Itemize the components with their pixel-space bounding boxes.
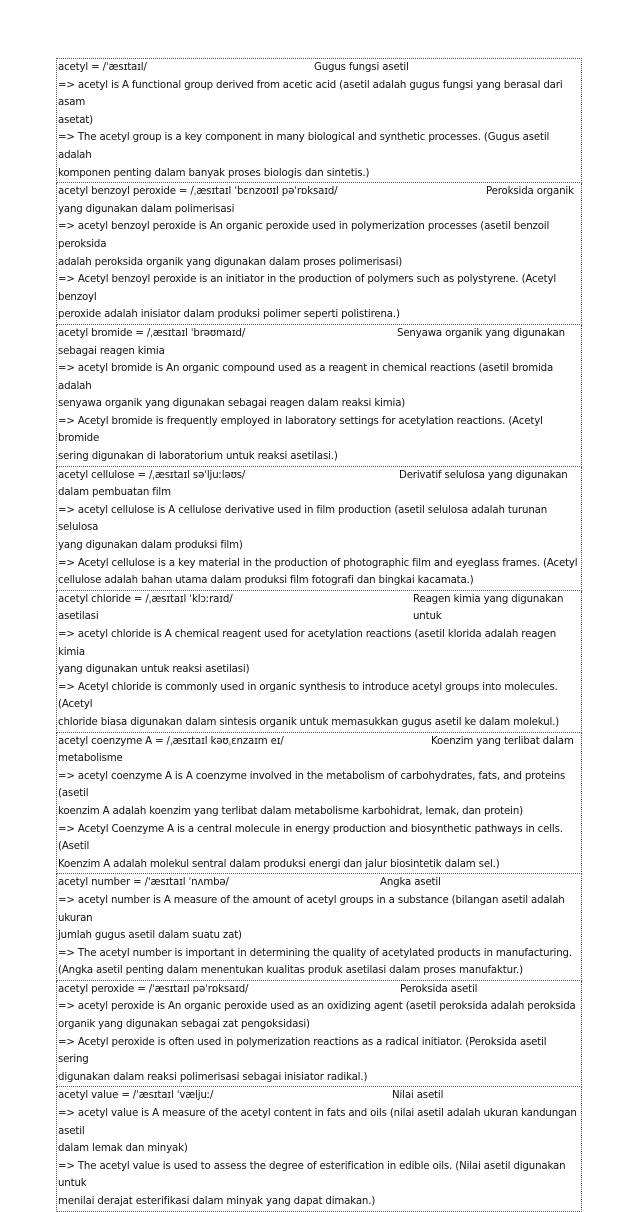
- definition-line: yang digunakan untuk reaksi asetilasi): [58, 664, 250, 676]
- meaning: Nilai asetil: [392, 1090, 444, 1102]
- example-line: => Acetyl Coenzyme A is a central molecule in energy production and biosynthetic pathways in cells. (Asetil: [58, 823, 563, 853]
- term: acetyl cellulose = /ˌæsɪtaɪl səˈljuːləʊs/: [58, 469, 246, 481]
- example-line: => Acetyl peroxide is often used in polymerization reactions as a radical initiator. (Peroksida asetil sering: [58, 1036, 547, 1066]
- entry-acetyl-benzoyl-peroxide: [56, 183, 582, 325]
- example-line: (Angka asetil penting dalam menentukan kualitas produk asetilasi dalam proses manufaktur.): [58, 965, 523, 977]
- definition-line: => acetyl peroxide is An organic peroxide used as an oxidizing agent (asetil peroksida adalah peroksida: [58, 1001, 576, 1013]
- glossary-page: [56, 58, 582, 1212]
- definition-line: senyawa organik yang digunakan sebagai reagen dalam reaksi kimia): [58, 398, 406, 410]
- entry-acetyl-chloride: [56, 591, 582, 733]
- meaning-continuation: yang digunakan dalam polimerisasi: [58, 203, 235, 215]
- meaning-continuation: asetilasi: [58, 611, 99, 623]
- term: acetyl chloride = /ˌæsɪtaɪl ˈklɔːraɪd/: [58, 593, 233, 605]
- entry-head: [58, 1087, 580, 1105]
- entry-acetyl-number: [56, 874, 582, 981]
- definition-line: asetat): [58, 114, 93, 126]
- entry-acetyl-cellulose: [56, 467, 582, 591]
- example-line: peroxide adalah inisiator dalam produksi polimer seperti polistirena.): [58, 309, 400, 321]
- meaning: Peroksida organik: [486, 186, 574, 198]
- entry-head: [58, 467, 580, 485]
- definition-line: => acetyl benzoyl peroxide is An organic peroxide used in polymerization processes (asetil benzoil peroksida: [58, 221, 550, 250]
- term: acetyl bromide = /ˌæsɪtaɪl ˈbrəʊmaɪd/: [58, 327, 246, 339]
- example-line: komponen penting dalam banyak proses biologis dan sintetis.): [58, 167, 370, 179]
- example-line: chloride biasa digunakan dalam sintesis organik untuk memasukkan gugus asetil ke dalam molekul.): [58, 716, 560, 728]
- entry-head: [58, 325, 580, 343]
- definition-line: => acetyl number is A measure of the amount of acetyl groups in a substance (bilangan asetil adalah ukuran: [58, 894, 565, 924]
- meaning: Peroksida asetil: [400, 983, 478, 995]
- meaning: Senyawa organik yang digunakan: [397, 327, 565, 339]
- entry-acetyl-peroxide: [56, 981, 582, 1088]
- example-line: cellulose adalah bahan utama dalam produksi film fotografi dan bingkai kacamata.): [58, 575, 474, 587]
- example-line: => The acetyl value is used to assess the degree of esterification in edible oils. (Nilai asetil digunakan untuk: [58, 1160, 566, 1190]
- entry-head: [58, 874, 580, 892]
- definition-line: yang digunakan dalam produksi film): [58, 540, 243, 552]
- definition-line: adalah peroksida organik yang digunakan dalam proses polimerisasi): [58, 256, 403, 268]
- term: acetyl = /ˈæsɪtaɪl/: [58, 62, 147, 73]
- entry-head: [58, 733, 580, 751]
- term: acetyl coenzyme A = /ˌæsɪtaɪl kəʊˌɛnzaɪm eɪ/: [58, 735, 284, 747]
- entry-head: [58, 981, 580, 999]
- meaning-continuation: dalam pembuatan film: [58, 487, 171, 499]
- meaning-continuation: metabolisme: [58, 753, 123, 765]
- example-line: => The acetyl group is a key component in many biological and synthetic processes. (Gugus asetil adalah: [58, 132, 550, 161]
- term: acetyl value = /ˈæsɪtaɪl ˈvæljuː/: [58, 1090, 214, 1102]
- meaning: Derivatif selulosa yang digunakan: [399, 469, 568, 481]
- definition-line: => acetyl chloride is A chemical reagent used for acetylation reactions (asetil klorida adalah reagen kimia: [58, 629, 557, 658]
- definition-line: dalam lemak dan minyak): [58, 1143, 188, 1155]
- entry-head: [58, 183, 580, 201]
- definition-line: => acetyl bromide is An organic compound used as a reagent in chemical reactions (asetil bromida adalah: [58, 363, 554, 392]
- definition-line: => acetyl coenzyme A is A coenzyme involved in the metabolism of carbohydrates, fats, and proteins (asetil: [58, 770, 566, 800]
- term: acetyl number = /ˈæsɪtaɪl ˈnʌmbə/: [58, 877, 229, 889]
- meaning: Angka asetil: [380, 877, 441, 889]
- definition-line: koenzim A adalah koenzim yang terlibat dalam metabolisme karbohidrat, lemak, dan protein): [58, 805, 523, 817]
- definition-line: => acetyl cellulose is A cellulose derivative used in film production (asetil selulosa adalah turunan selulosa: [58, 504, 548, 534]
- term: acetyl peroxide = /ˈæsɪtaɪl pəˈrɒksaɪd/: [58, 983, 249, 995]
- definition-line: => acetyl is A functional group derived from acetic acid (asetil adalah gugus fungsi yang berasal dari asam: [58, 79, 563, 109]
- meaning: Reagen kimia yang digunakan untuk: [413, 593, 564, 623]
- definition-line: => acetyl value is A measure of the acetyl content in fats and oils (nilai asetil adalah ukuran kandungan asetil: [58, 1108, 577, 1137]
- example-line: menilai derajat esterifikasi dalam minyak yang dapat dimakan.): [58, 1196, 376, 1207]
- example-line: Koenzim A adalah molekul sentral dalam produksi energi dan jalur biosintetik dalam sel.): [58, 858, 500, 870]
- meaning: Gugus fungsi asetil: [314, 62, 409, 73]
- example-line: => The acetyl number is important in determining the quality of acetylated products in manufacturing.: [58, 947, 572, 959]
- example-line: digunakan dalam reaksi polimerisasi sebagai inisiator radikal.): [58, 1071, 368, 1083]
- entry-acetyl-value: [56, 1087, 582, 1211]
- entry-acetyl-bromide: [56, 325, 582, 467]
- entry-acetyl: [56, 58, 582, 183]
- example-line: => Acetyl benzoyl peroxide is an initiator in the production of polymers such as polystyrene. (Acetyl benzoyl: [58, 274, 557, 303]
- example-line: sering digunakan di laboratorium untuk reaksi asetilasi.): [58, 451, 338, 463]
- term: acetyl benzoyl peroxide = /ˌæsɪtaɪl ˈbɛnzoʊɪl pəˈrɒksaɪd/: [58, 186, 338, 198]
- meaning: Koenzim yang terlibat dalam: [431, 735, 574, 747]
- definition-line: jumlah gugus asetil dalam suatu zat): [58, 930, 242, 942]
- example-line: => Acetyl cellulose is a key material in the production of photographic film and eyeglass frames. (Acetyl: [58, 557, 578, 569]
- entry-acetyl-coenzyme-a: [56, 733, 582, 875]
- definition-line: organik yang digunakan sebagai zat pengoksidasi): [58, 1019, 310, 1031]
- example-line: => Acetyl chloride is commonly used in organic synthesis to introduce acetyl groups into molecules. (Acetyl: [58, 681, 558, 711]
- example-line: => Acetyl bromide is frequently employed in laboratory settings for acetylation reactions. (Acetyl bromide: [58, 415, 543, 445]
- entry-head: [58, 59, 580, 77]
- meaning-continuation: sebagai reagen kimia: [58, 345, 165, 357]
